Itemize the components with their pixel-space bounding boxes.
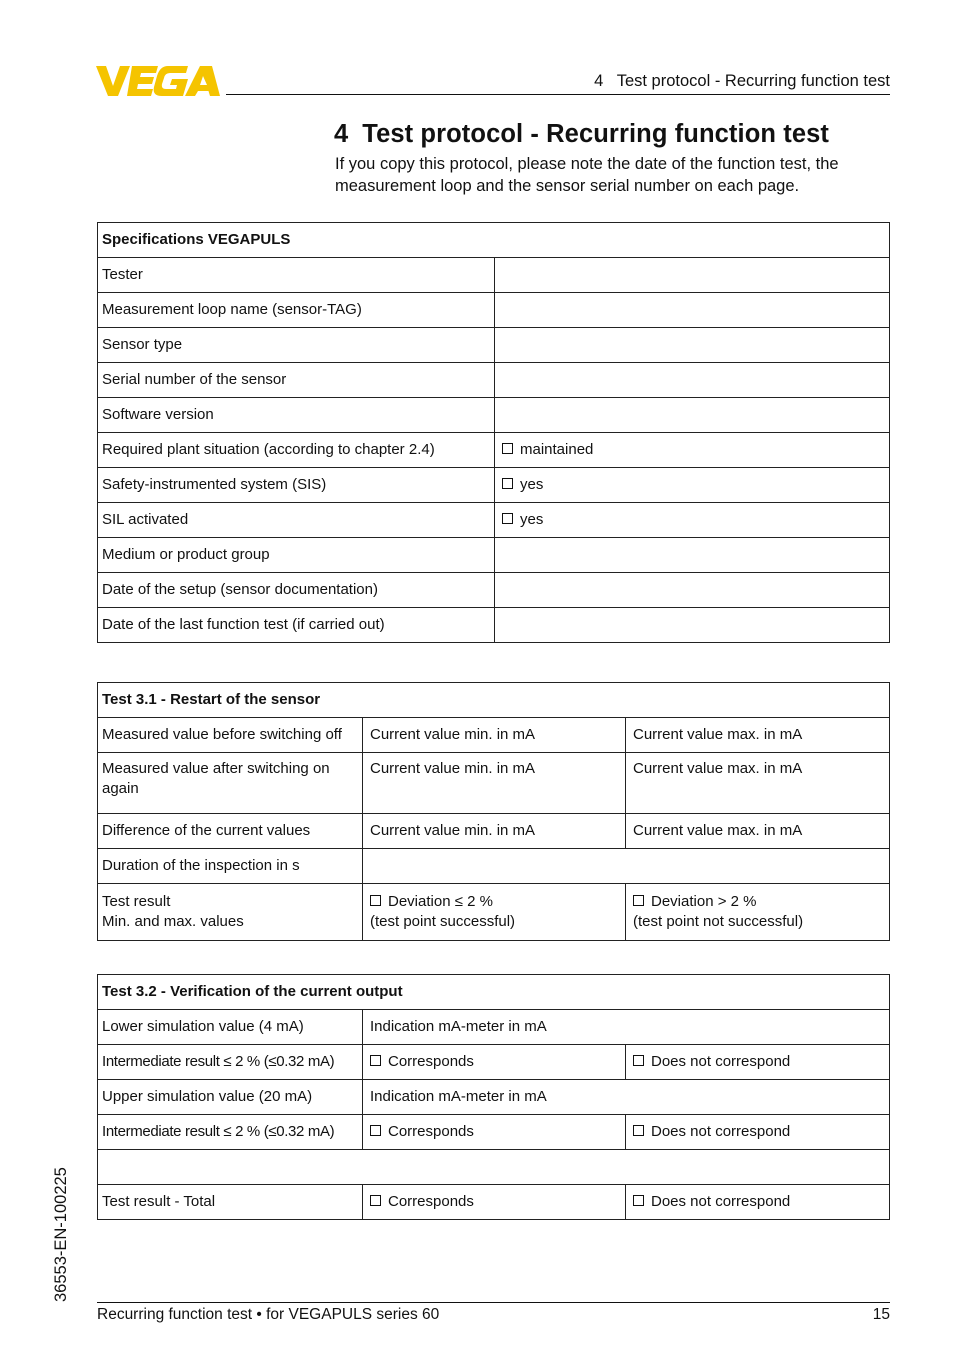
checkbox-icon[interactable] xyxy=(502,513,513,524)
table-row xyxy=(98,1080,890,1115)
table-row xyxy=(98,814,890,849)
deviation-fail-option[interactable] xyxy=(626,884,890,941)
footer-rule xyxy=(97,1302,890,1303)
duration-label: Duration of the inspection in s xyxy=(98,849,363,884)
page-number: 15 xyxy=(872,1306,890,1323)
checkbox-icon[interactable] xyxy=(633,1195,644,1206)
deviation-fail-note: (test point not successful) xyxy=(633,913,804,930)
table-row xyxy=(98,503,890,538)
checkbox-label: yes xyxy=(520,476,544,493)
corresponds-option[interactable] xyxy=(363,1045,626,1080)
chapter-title xyxy=(334,120,829,149)
spacer-row xyxy=(98,1150,890,1185)
current-max-field[interactable]: Current value max. in mA xyxy=(626,814,890,849)
duration-field[interactable] xyxy=(363,849,890,884)
not-correspond-label: Does not correspond xyxy=(651,1053,791,1070)
table-row xyxy=(98,1010,890,1045)
table-row xyxy=(98,718,890,753)
test-result-label-line2: Min. and max. values xyxy=(102,913,244,930)
spec-value-field[interactable] xyxy=(495,293,890,328)
table-row xyxy=(98,884,890,941)
current-max-field[interactable]: Current value max. in mA xyxy=(626,753,890,814)
spec-label: Software version xyxy=(98,398,495,433)
header-rule xyxy=(226,94,890,95)
corresponds-option[interactable] xyxy=(363,1185,626,1220)
footer-text: Recurring function test • for VEGAPULS series 60 xyxy=(97,1306,440,1323)
table-row xyxy=(98,608,890,643)
table-row xyxy=(98,293,890,328)
table-row xyxy=(98,1045,890,1080)
corresponds-label: Corresponds xyxy=(388,1193,474,1210)
test-result-label-line1: Test result xyxy=(102,893,171,910)
spec-label: Date of the setup (sensor documentation) xyxy=(98,573,495,608)
spec-value-field[interactable] xyxy=(495,538,890,573)
deviation-ok-label: Deviation ≤ 2 % xyxy=(388,893,493,910)
table-row xyxy=(98,753,890,814)
spec-label: Safety-instrumented system (SIS) xyxy=(98,468,495,503)
table-row xyxy=(98,1115,890,1150)
chapter-intro: If you copy this protocol, please note the date of the function test, the measurement loop and the sensor serial number on each page. xyxy=(335,155,839,195)
lower-indication-field[interactable]: Indication mA-meter in mA xyxy=(363,1010,890,1045)
deviation-ok-option[interactable] xyxy=(363,884,626,941)
upper-indication-field[interactable]: Indication mA-meter in mA xyxy=(363,1080,890,1115)
deviation-fail-label: Deviation > 2 % xyxy=(651,893,757,910)
table-row xyxy=(98,398,890,433)
test32-table xyxy=(97,974,890,1220)
spec-label: Serial number of the sensor xyxy=(98,363,495,398)
checkbox-label: yes xyxy=(520,511,544,528)
test-result-label xyxy=(98,884,363,941)
checkbox-icon[interactable] xyxy=(370,1055,381,1066)
not-correspond-option[interactable] xyxy=(626,1115,890,1150)
test31-label: Measured value after switching on again xyxy=(98,753,363,814)
spec-label: Required plant situation (according to chapter 2.4) xyxy=(98,433,495,468)
checkbox-icon[interactable] xyxy=(370,1195,381,1206)
sil-checkbox-option[interactable] xyxy=(495,503,890,538)
table-row xyxy=(98,538,890,573)
table-row xyxy=(98,433,890,468)
test32-heading: Test 3.2 - Verification of the current output xyxy=(98,975,890,1010)
spec-label: Tester xyxy=(98,258,495,293)
table-row xyxy=(98,468,890,503)
test31-heading: Test 3.1 - Restart of the sensor xyxy=(98,683,890,718)
current-min-field[interactable]: Current value min. in mA xyxy=(363,753,626,814)
not-correspond-option[interactable] xyxy=(626,1045,890,1080)
spec-value-field[interactable] xyxy=(495,398,890,433)
vega-logo xyxy=(96,64,220,98)
spec-label: Medium or product group xyxy=(98,538,495,573)
spec-value-field[interactable] xyxy=(495,328,890,363)
table-row xyxy=(98,849,890,884)
spec-value-field[interactable] xyxy=(495,363,890,398)
current-min-field[interactable]: Current value min. in mA xyxy=(363,814,626,849)
current-max-field[interactable]: Current value max. in mA xyxy=(626,718,890,753)
spec-label: Measurement loop name (sensor-TAG) xyxy=(98,293,495,328)
table-row xyxy=(98,1150,890,1185)
corresponds-option[interactable] xyxy=(363,1115,626,1150)
maintained-checkbox-option[interactable] xyxy=(495,433,890,468)
spec-value-field[interactable] xyxy=(495,573,890,608)
not-correspond-label: Does not correspond xyxy=(651,1193,791,1210)
specifications-table xyxy=(97,222,890,643)
checkbox-icon[interactable] xyxy=(633,1055,644,1066)
table-row xyxy=(98,573,890,608)
deviation-ok-note: (test point successful) xyxy=(370,913,516,930)
checkbox-icon[interactable] xyxy=(502,478,513,489)
checkbox-icon[interactable] xyxy=(633,1125,644,1136)
spec-label: SIL activated xyxy=(98,503,495,538)
lower-simulation-label: Lower simulation value (4 mA) xyxy=(98,1010,363,1045)
test31-label: Measured value before switching off xyxy=(98,718,363,753)
checkbox-label: maintained xyxy=(520,441,594,458)
spec-value-field[interactable] xyxy=(495,608,890,643)
current-min-field[interactable]: Current value min. in mA xyxy=(363,718,626,753)
spec-label: Date of the last function test (if carried out) xyxy=(98,608,495,643)
test31-label: Difference of the current values xyxy=(98,814,363,849)
intermediate-result-label: Intermediate result ≤ 2 % (≤0.32 mA) xyxy=(98,1115,363,1150)
checkbox-icon[interactable] xyxy=(502,443,513,454)
spec-value-field[interactable] xyxy=(495,258,890,293)
table-row xyxy=(98,363,890,398)
table-row xyxy=(98,258,890,293)
corresponds-label: Corresponds xyxy=(388,1123,474,1140)
sis-checkbox-option[interactable] xyxy=(495,468,890,503)
table-row xyxy=(98,1185,890,1220)
table-row xyxy=(98,328,890,363)
upper-simulation-label: Upper simulation value (20 mA) xyxy=(98,1080,363,1115)
test31-table xyxy=(97,682,890,941)
total-result-label: Test result - Total xyxy=(98,1185,363,1220)
checkbox-icon[interactable] xyxy=(633,895,644,906)
chapter-title-text: Test protocol - Recurring function test xyxy=(362,120,829,148)
checkbox-icon[interactable] xyxy=(370,895,381,906)
document-code: 36553-EN-100225 xyxy=(52,1167,70,1302)
spec-label: Sensor type xyxy=(98,328,495,363)
specifications-heading: Specifications VEGAPULS xyxy=(98,223,890,258)
running-header: 4 Test protocol - Recurring function test xyxy=(594,72,890,90)
chapter-number: 4 xyxy=(334,120,349,148)
intermediate-result-label: Intermediate result ≤ 2 % (≤0.32 mA) xyxy=(98,1045,363,1080)
not-correspond-option[interactable] xyxy=(626,1185,890,1220)
checkbox-icon[interactable] xyxy=(370,1125,381,1136)
not-correspond-label: Does not correspond xyxy=(651,1123,791,1140)
corresponds-label: Corresponds xyxy=(388,1053,474,1070)
